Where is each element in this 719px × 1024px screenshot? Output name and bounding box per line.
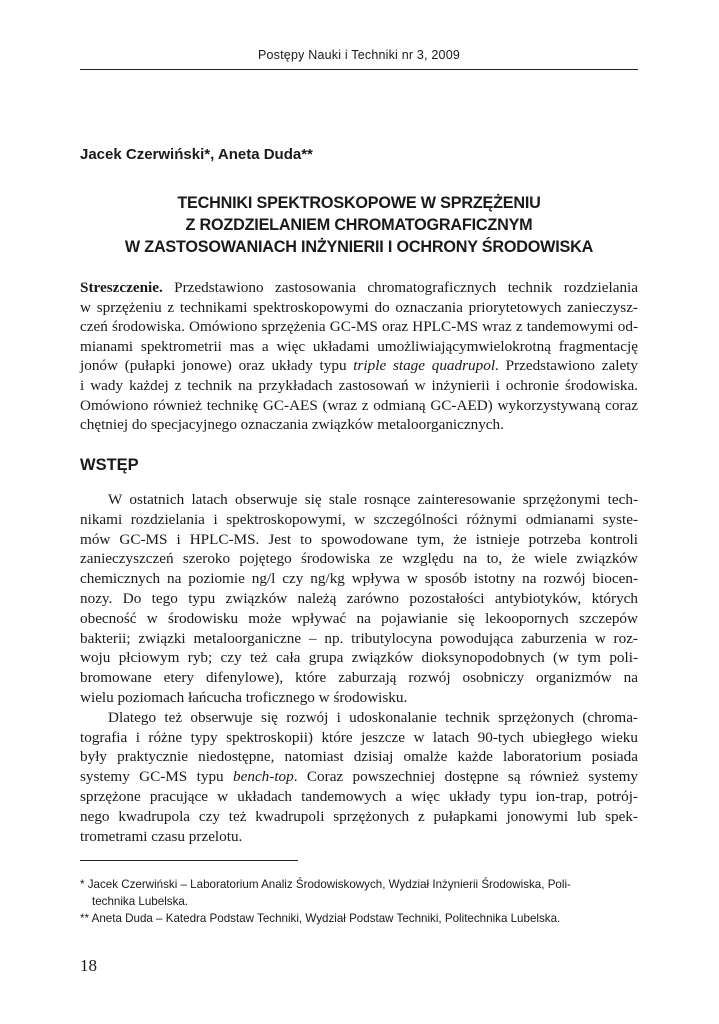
body-text <box>80 490 638 846</box>
paragraph-1-line: woju płciowym ryb; czy też cała grupa związków dioksynopodobnych (w tym poli- <box>80 649 638 667</box>
paragraph-1-line: obecność w środowisku może wpływać na pojawianie się lekoopornych szczepów <box>80 609 638 627</box>
abstract-text: jonów (pułapki jonowe) oraz układy typu <box>80 357 347 375</box>
paragraph-1-line: bakterii; związki metaloorganiczne – np. tributylocyna powodująca zaburzenia w roz- <box>80 629 638 647</box>
abstract-line: mianami spektrometrii mas a więc układami umożliwiającymwielokrotną fragmentację <box>80 337 638 355</box>
title-line-1: TECHNIKI SPEKTROSKOPOWE W SPRZĘŻENIU <box>177 194 541 212</box>
paragraph-2-line: sprzężone pracujące w układach tandemowych a więc układy typu ion-trap, potrój- <box>80 787 638 805</box>
page-number: 18 <box>80 956 97 975</box>
section-heading: WSTĘP <box>80 456 139 474</box>
abstract-line: w sprzężeniu z technikami spektroskopowymi do oznaczania priorytetowych zanieczysz- <box>80 298 638 316</box>
abstract <box>80 278 638 435</box>
paragraph-2-line: nego kwadrupola czy też kwadrupoli sprzężonych z pułapkami jonowymi lub spek- <box>80 807 638 825</box>
paragraph-2-line: były praktycznie niedostępne, natomiast dzisiaj omalże każde laboratorium posiada <box>80 748 638 766</box>
abstract-line <box>80 278 638 298</box>
paragraph-1-line: zanieczyszczeń szeroko pojętego środowiska ze względu na to, że wiele związków <box>80 550 638 568</box>
abstract-label: Streszczenie. <box>80 279 163 296</box>
abstract-line: Omówiono również technikę GC-AES (wraz z odmianą GC-AED) wykorzystywaną coraz <box>80 396 638 414</box>
title-line-2: Z ROZDZIELANIEM CHROMATOGRAFICZNYM <box>185 216 533 234</box>
footnote-1-continuation: technika Lubelska. <box>92 895 189 908</box>
abstract-line <box>80 356 638 376</box>
paragraph-2-line: tografia i różne typy spektroskopii) które jeszcze w latach 90-tych ubiegłego wieku <box>80 728 638 746</box>
paragraph-1-line: mów GC-MS i HPLC-MS. Jest to spowodowane tym, że istnieje potrzeba kontroli <box>80 530 638 548</box>
paragraph-1-line: nozy. Do tego typu związków należą zarówno pozostałości antybiotyków, których <box>80 589 638 607</box>
paragraph-2-text: systemy GC-MS typu <box>80 768 224 786</box>
paragraph-1-line: nikami rozdzielania i spektroskopowymi, w szczególności różnymi odmianami syste- <box>80 510 638 528</box>
paragraph-1-line: chemicznych na poziomie ng/l czy ng/kg wpływa w sposób istotny na rozwój biocen- <box>80 570 638 588</box>
authors: Jacek Czerwiński*, Aneta Duda** <box>80 146 313 163</box>
paragraph-1-line: wielu poziomach łańcucha troficznego w środowisku. <box>80 688 408 706</box>
abstract-line: chętniej do specjacyjnego oznaczania związków metaloorganicznych. <box>80 416 504 434</box>
footnotes <box>80 876 638 927</box>
abstract-text: . Przedstawiono zalety <box>495 357 639 375</box>
title-line-3: W ZASTOSOWANIACH INŻYNIERII I OCHRONY ŚRODOWISKA <box>124 238 594 256</box>
abstract-italic-term: triple stage quadrupol <box>353 357 496 375</box>
paragraph-2-text: . Coraz powszechniej dostępne są również systemy <box>293 768 639 786</box>
paragraph-1-line: W ostatnich latach obserwuje się stale rosnące zainteresowanie sprzężonymi tech- <box>108 491 638 508</box>
paragraph-2-italic-term: bench-top <box>233 768 294 786</box>
abstract-line: czeń środowiska. Omówiono sprzężenia GC-MS oraz HPLC-MS wraz z tandemowymi od- <box>80 318 638 336</box>
abstract-line: i wady każdej z technik na przykładach zastosowań w inżynierii i ochronie środowiska. <box>80 376 638 394</box>
header-rule <box>80 69 638 70</box>
running-header: Postępy Nauki i Techniki nr 3, 2009 <box>257 48 461 62</box>
article-title <box>80 192 638 258</box>
footnote-2: ** Aneta Duda – Katedra Podstaw Techniki, Wydział Podstaw Techniki, Politechnika Lubelska. <box>80 912 561 925</box>
footnote-rule <box>80 860 298 861</box>
paragraph-2-line: Dlatego też obserwuje się rozwój i udoskonalanie technik sprzężonych (chroma- <box>108 708 638 726</box>
abstract-text: Przedstawiono zastosowania chromatograficznych technik rozdzielania <box>174 279 638 296</box>
paragraph-2-line: trometrami czasu przelotu. <box>80 827 243 845</box>
paragraph-1-line: bromowane etery difenylowe), które zaburzają rozwój osobniczy organizmów na <box>80 669 638 687</box>
paragraph-2-line <box>80 767 638 787</box>
footnote-1: * Jacek Czerwiński – Laboratorium Analiz Środowiskowych, Wydział Inżynierii Środowiska, Poli- <box>80 878 571 891</box>
